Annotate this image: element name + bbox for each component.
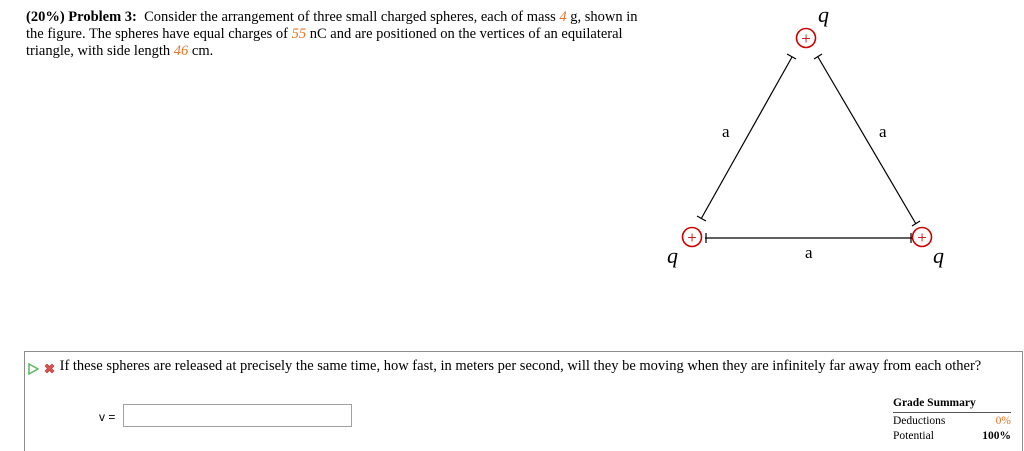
problem-text-1: Consider the arrangement of three small charged spheres, each of mass bbox=[144, 9, 556, 25]
problem-text-4: cm. bbox=[191, 43, 214, 59]
plus-left: + bbox=[687, 228, 697, 247]
deductions-value: 0% bbox=[995, 415, 1011, 427]
side-label-left: a bbox=[722, 122, 730, 141]
deductions-label: Deductions bbox=[893, 415, 946, 427]
side-label-right: a bbox=[879, 122, 887, 141]
x-icon bbox=[43, 362, 56, 375]
question-text: If these spheres are released at precisely the same time, how fast, in meters per second, will they be moving when they are infinitely far away from each other? bbox=[59, 358, 982, 374]
question-panel bbox=[24, 351, 1023, 451]
triangle-figure bbox=[640, 0, 970, 280]
question-line bbox=[27, 357, 1019, 378]
charge-right bbox=[913, 228, 932, 248]
plus-right: + bbox=[917, 228, 927, 247]
answer-input[interactable] bbox=[123, 404, 352, 427]
problem-text-3: nC and are positioned on the vertices of an equilateral triangle, with side length bbox=[26, 26, 623, 59]
side-length-value: 46 bbox=[173, 43, 189, 59]
potential-value: 100% bbox=[982, 430, 1011, 442]
charge-value: 55 bbox=[291, 26, 307, 42]
plus-top: + bbox=[801, 29, 811, 48]
side-label-bottom: a bbox=[805, 243, 813, 262]
grade-summary-title: Grade Summary bbox=[893, 396, 1011, 413]
charge-label-top: q bbox=[818, 2, 829, 27]
potential-label: Potential bbox=[893, 430, 934, 442]
side-left bbox=[701, 57, 792, 219]
charge-top bbox=[797, 29, 816, 49]
charge-label-right: q bbox=[933, 243, 944, 268]
problem-text-2: g, shown in the figure. The spheres have equal charges of bbox=[26, 9, 638, 42]
mass-value: 4 bbox=[559, 9, 567, 25]
side-right bbox=[818, 57, 916, 224]
charge-left bbox=[683, 228, 702, 248]
potential-row bbox=[893, 429, 1011, 444]
problem-number: Problem 3: bbox=[68, 9, 137, 25]
grade-summary bbox=[893, 396, 1011, 444]
problem-percent: (20%) bbox=[26, 9, 65, 25]
deductions-row bbox=[893, 414, 1011, 429]
answer-label: v = bbox=[99, 410, 116, 424]
triangle-diagram bbox=[640, 0, 970, 280]
charge-label-left: q bbox=[667, 243, 678, 268]
problem-statement bbox=[26, 9, 646, 60]
play-icon[interactable] bbox=[27, 363, 39, 375]
